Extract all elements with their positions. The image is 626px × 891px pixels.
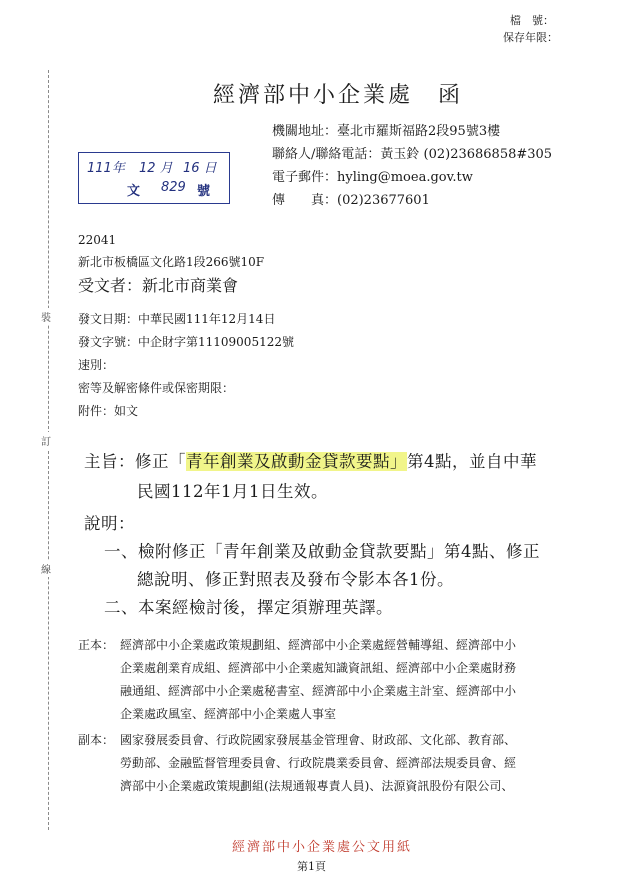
subject-suffix: 第4點，並自中華 [407,452,537,471]
secrecy-level: 密等及解密條件或保密期限： [78,381,235,395]
sender-contact: 聯絡人/聯絡電話：黃玉鈴 (02)23686858#305 [272,147,553,162]
sender-email: 電子郵件：hyling@moea.gov.tw [272,170,473,185]
issue-date: 發文日期：中華民國111年12月14日 [78,312,276,326]
binding-mark-ding: 訂 [41,432,51,449]
page-number: 第1頁 [297,860,326,873]
explanation-item-1-line-2: 總說明、修正對照表及發布令影本各1份。 [137,570,454,589]
cc-recipients-line: 國家發展委員會、行政院國家發展基金管理會、財政部、文化部、教育部、 [120,733,517,747]
cc-recipients-label: 副本： [78,733,115,747]
stamp-year: 111年 [87,161,125,176]
binding-mark-xian: 線 [41,560,51,577]
postal-code: 22041 [78,233,117,247]
explanation-item-2: 二、本案經檢討後，擇定須辦理英譯。 [104,598,393,617]
recipient-name: 受文者：新北市商業會 [78,276,239,295]
sender-fax: 傳 真：(02)23677601 [272,193,430,208]
issue-number: 發文字號：中企財字第11109005122號 [78,335,294,349]
subject-line-2: 民國112年1月1日生效。 [137,482,328,501]
binding-line [48,70,49,830]
explanation-item-1-line-1: 一、檢附修正「青年創業及啟動金貸款要點」第4點、修正 [104,542,540,561]
recipient-address: 新北市板橋區文化路1段266號10F [78,255,265,269]
subject-prefix: 主旨：修正「 [84,452,186,471]
main-recipients-line: 企業處創業育成組、經濟部中小企業處知識資訊組、經濟部中小企業處財務 [120,661,517,675]
cc-recipients-line: 勞動部、金融監督管理委員會、行政院農業委員會、經濟部法規委員會、經 [120,756,517,770]
doc-number-label: 檔 號： [510,14,554,27]
explanation-label: 說明： [84,514,135,533]
attachment: 附件：如文 [78,404,139,418]
stamp-month: 12 月 [139,161,173,176]
stamp-hao: 號 [197,184,211,199]
subject-line-1 [84,448,537,472]
stamp-wen: 文 [127,184,141,199]
subject-highlight: 青年創業及啟動金貸款要點」 [186,452,407,471]
paper-footer: 經濟部中小企業處公文用紙 [232,840,413,855]
delivery-speed: 速別： [78,358,115,372]
main-recipients-line: 企業處政風室、經濟部中小企業處人事室 [120,707,337,721]
stamp-number: 829 [161,180,186,195]
binding-mark-zhuang: 裝 [41,308,51,325]
main-recipients-label: 正本： [78,638,115,652]
page-title: 經濟部中小企業處 函 [213,83,464,108]
stamp-day: 16 日 [183,161,217,176]
main-recipients-line: 融通組、經濟部中小企業處秘書室、經濟部中小企業處主計室、經濟部中小 [120,684,517,698]
receipt-stamp [78,152,230,204]
retention-label: 保存年限： [503,31,558,44]
main-recipients-line: 經濟部中小企業處政策規劃組、經濟部中小企業處經營輔導組、經濟部中小 [120,638,517,652]
cc-recipients-line: 濟部中小企業處政策規劃組(法規通報專責人員)、法源資訊股份有限公司、 [120,779,514,793]
sender-address: 機關地址：臺北市羅斯福路2段95號3樓 [272,124,501,139]
